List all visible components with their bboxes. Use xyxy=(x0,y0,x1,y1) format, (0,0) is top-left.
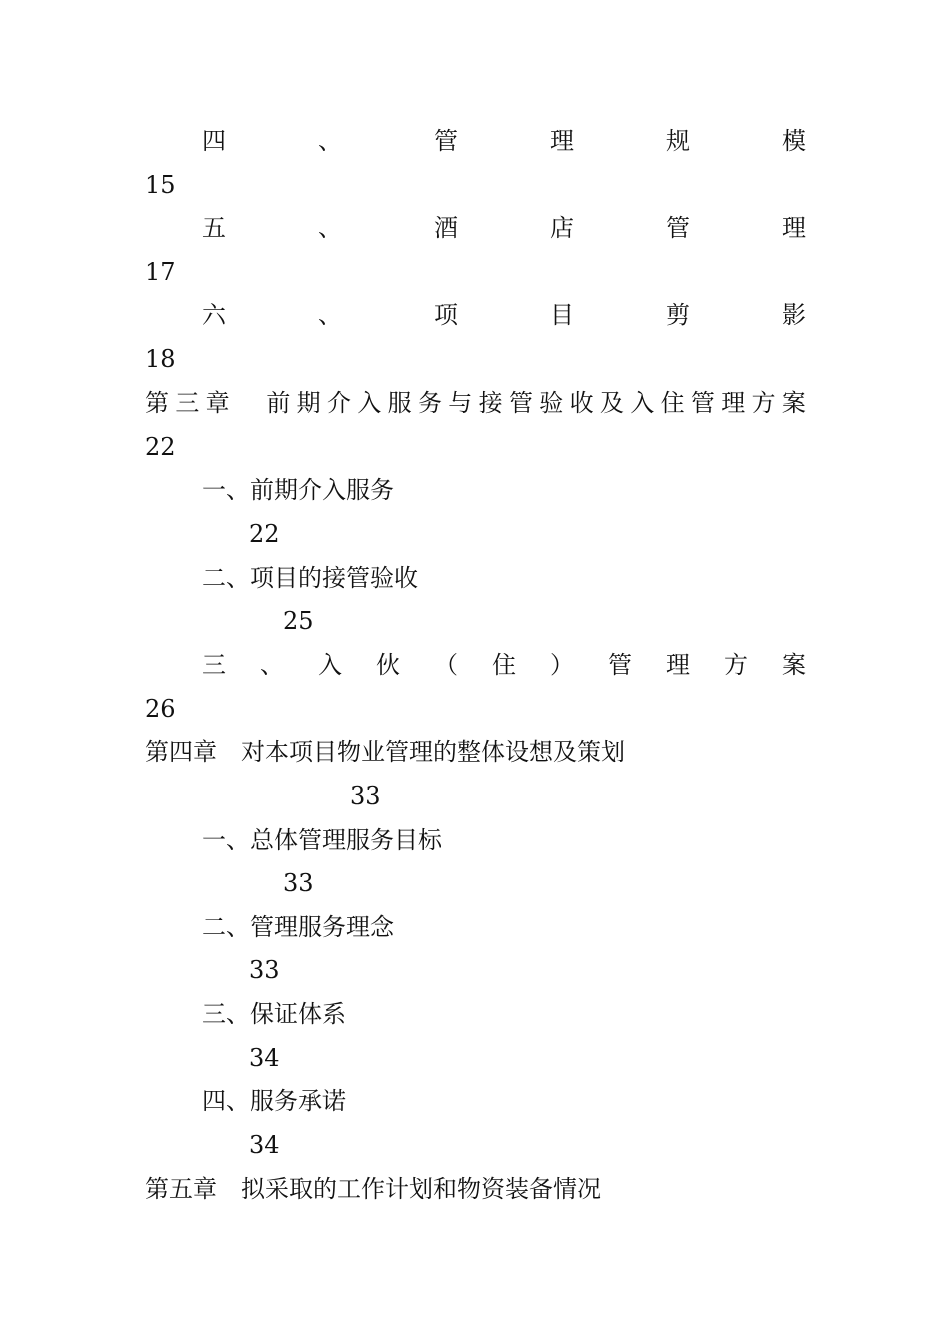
toc-entry-early-intervention: 一、前期介入服务 xyxy=(202,476,394,504)
toc-char: 介 xyxy=(326,389,351,417)
toc-char: 期 xyxy=(296,389,321,417)
toc-entry-project-snapshots xyxy=(202,300,806,330)
toc-char: 方 xyxy=(751,389,776,417)
toc-char: 案 xyxy=(781,389,806,417)
toc-page-number: 34 xyxy=(249,1131,280,1159)
toc-entry-management-scale xyxy=(202,126,806,156)
toc-char: 入 xyxy=(318,651,342,679)
toc-entry-takeover-acceptance: 二、项目的接管验收 xyxy=(202,564,418,592)
toc-chapter-3 xyxy=(145,388,806,418)
toc-page-number: 25 xyxy=(283,607,314,635)
toc-entry-overall-goals: 一、总体管理服务目标 xyxy=(202,826,442,854)
toc-char: 入 xyxy=(630,389,655,417)
toc-char: 理 xyxy=(782,214,806,242)
toc-chapter-4: 第四章 对本项目物业管理的整体设想及策划 xyxy=(145,738,625,766)
toc-entry-hotel-management xyxy=(202,213,806,243)
toc-char: 四 xyxy=(202,127,226,155)
toc-page-number: 33 xyxy=(283,869,314,897)
toc-chapter-5: 第五章 拟采取的工作计划和物资装备情况 xyxy=(145,1175,601,1203)
toc-char: 酒 xyxy=(434,214,458,242)
toc-char: ） xyxy=(550,651,574,679)
toc-char: 五 xyxy=(202,214,226,242)
toc-char: 管 xyxy=(690,389,715,417)
toc-char: 理 xyxy=(721,389,746,417)
toc-char: 理 xyxy=(550,127,574,155)
toc-char: 与 xyxy=(448,389,473,417)
toc-entry-service-commitment: 四、服务承诺 xyxy=(202,1087,346,1115)
toc-char: 验 xyxy=(539,389,564,417)
toc-char: 务 xyxy=(417,389,442,417)
toc-char: 目 xyxy=(550,301,574,329)
toc-char: 六 xyxy=(202,301,226,329)
toc-char: 、 xyxy=(260,651,284,679)
toc-char: 及 xyxy=(599,389,624,417)
toc-page-number: 33 xyxy=(249,956,280,984)
toc-char: 管 xyxy=(608,651,632,679)
toc-char: 章 xyxy=(205,389,230,417)
toc-char: 住 xyxy=(660,389,685,417)
toc-entry-service-philosophy: 二、管理服务理念 xyxy=(202,913,394,941)
toc-char: 剪 xyxy=(666,301,690,329)
toc-char: 店 xyxy=(550,214,574,242)
toc-char xyxy=(236,388,260,418)
toc-char: 案 xyxy=(782,651,806,679)
toc-char: 前 xyxy=(266,389,291,417)
toc-char: 理 xyxy=(666,651,690,679)
toc-char: 方 xyxy=(724,651,748,679)
toc-char: 三 xyxy=(175,389,200,417)
toc-char: 管 xyxy=(666,214,690,242)
toc-page-number: 18 xyxy=(145,345,176,373)
toc-page-number: 17 xyxy=(145,258,176,286)
toc-char: 项 xyxy=(434,301,458,329)
toc-char: 管 xyxy=(508,389,533,417)
toc-char: 影 xyxy=(782,301,806,329)
toc-char: 三 xyxy=(202,651,226,679)
toc-char: 、 xyxy=(318,214,342,242)
toc-char: 管 xyxy=(434,127,458,155)
toc-char: 住 xyxy=(492,651,516,679)
toc-entry-assurance-system: 三、保证体系 xyxy=(202,1000,346,1028)
toc-char: 收 xyxy=(569,389,594,417)
toc-page-number: 33 xyxy=(350,782,381,810)
toc-char: 伙 xyxy=(376,651,400,679)
toc-page-number: 22 xyxy=(145,433,176,461)
toc-char: 接 xyxy=(478,389,503,417)
toc-char: 入 xyxy=(357,389,382,417)
toc-char: 规 xyxy=(666,127,690,155)
toc-page-number: 22 xyxy=(249,520,280,548)
toc-page-number: 15 xyxy=(145,171,176,199)
toc-page-number: 34 xyxy=(249,1044,280,1072)
toc-char: 、 xyxy=(318,127,342,155)
toc-char: 第 xyxy=(145,389,169,417)
toc-char: 模 xyxy=(782,127,806,155)
toc-char: 服 xyxy=(387,389,412,417)
toc-entry-move-in-plan xyxy=(202,650,806,680)
toc-page-number: 26 xyxy=(145,695,176,723)
toc-char: （ xyxy=(434,651,458,679)
toc-char: 、 xyxy=(318,301,342,329)
